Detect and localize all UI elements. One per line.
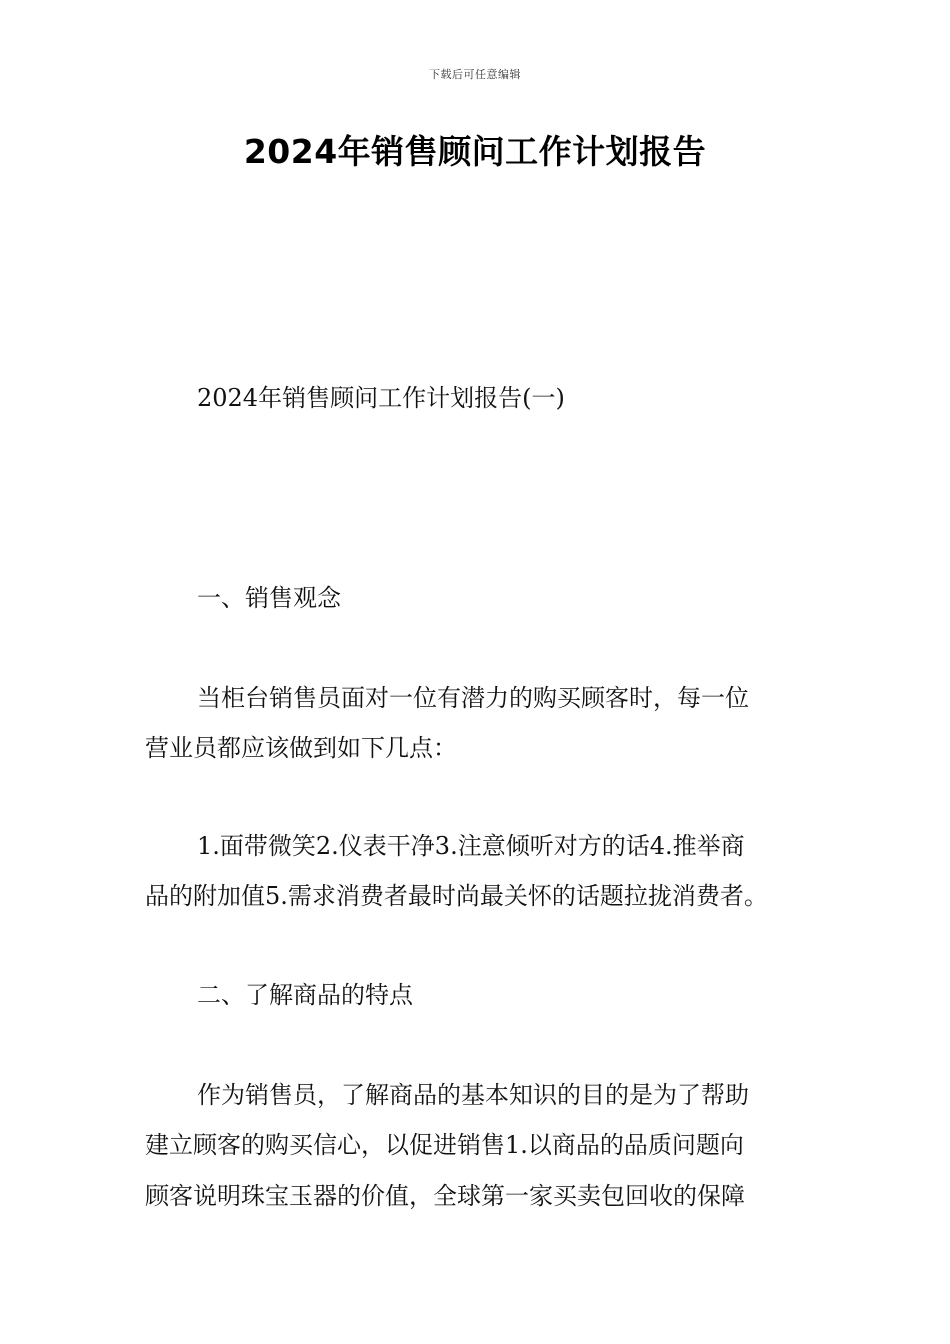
paragraph-line: 1.面带微笑2.仪表干净3.注意倾听对方的话4.推举商 [197, 832, 745, 860]
section-heading-2: 二、了解商品的特点 [197, 981, 413, 1009]
paragraph-line: 顾客说明珠宝玉器的价值，全球第一家买卖包回收的保障 [145, 1182, 745, 1210]
paragraph-line: 当柜台销售员面对一位有潜力的购买顾客时，每一位 [197, 684, 749, 712]
header-note: 下载后可任意编辑 [429, 68, 521, 81]
paragraph-line: 品的附加值5.需求消费者最时尚最关怀的话题拉拢消费者。 [145, 882, 768, 910]
document-subtitle: 2024年销售顾问工作计划报告(一) [197, 384, 565, 412]
section-heading-1: 一、销售观念 [197, 584, 341, 612]
paragraph-line: 作为销售员，了解商品的基本知识的目的是为了帮助 [197, 1081, 749, 1109]
page-title: 2024年销售顾问工作计划报告 [243, 132, 707, 171]
paragraph-line: 建立顾客的购买信心，以促进销售1.以商品的品质问题向 [145, 1131, 744, 1159]
paragraph-line: 营业员都应该做到如下几点： [145, 734, 457, 762]
